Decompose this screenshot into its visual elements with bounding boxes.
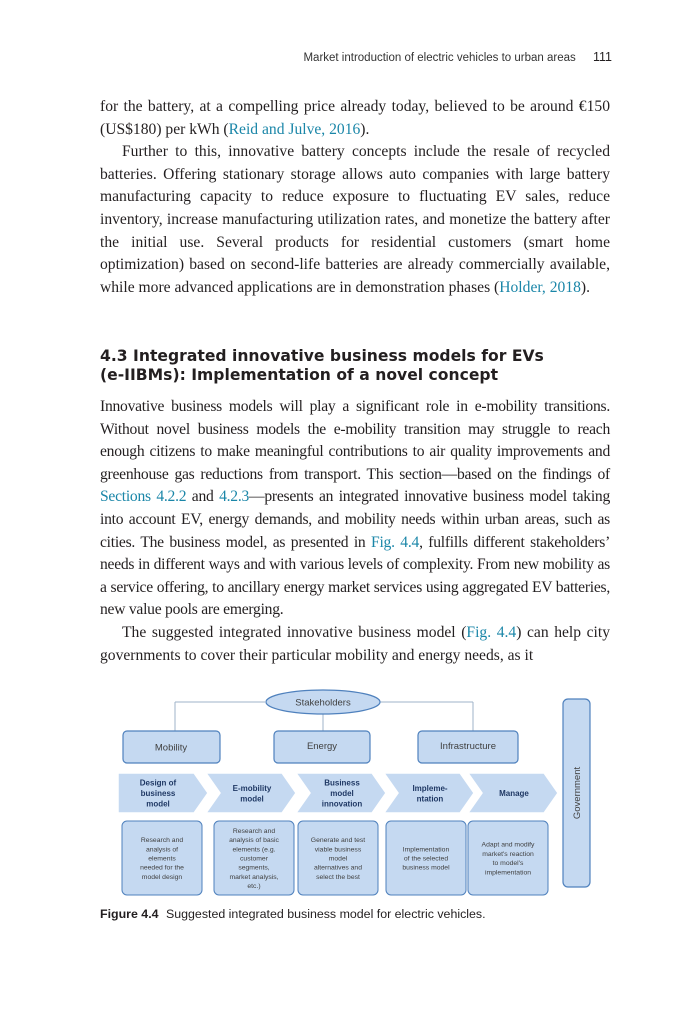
phase-label-line: model xyxy=(330,789,354,798)
phase-implementation xyxy=(384,773,474,813)
business-model-figure xyxy=(0,675,682,905)
phase-label-line: innovation xyxy=(321,799,363,809)
page-number: 111 xyxy=(592,50,612,64)
phase-e-mobility-model xyxy=(206,773,296,813)
category-infrastructure xyxy=(418,731,518,763)
paragraph xyxy=(100,96,610,141)
category-label: Mobility xyxy=(154,742,188,754)
paragraph-text: Innovative business models will play a significant role in e-mobility transitions. Without novel business models the e-mobility transition may struggle to reach enough citizens to make meaningful contributions to air quality improvements and greenhouse gas reductions from transport. This section—based on the findings of xyxy=(100,398,610,483)
description-line: Research and xyxy=(232,827,276,835)
description-line: model design xyxy=(141,873,183,881)
description-line: customer xyxy=(240,855,268,863)
description-line: etc.) xyxy=(247,883,261,891)
section-heading-line: 4.3 Integrated innovative business models for EVs xyxy=(100,347,544,365)
paragraph-text: and xyxy=(186,488,220,506)
paragraph xyxy=(100,622,610,667)
description-line: of the selected xyxy=(403,855,449,863)
description-line: Implementation xyxy=(402,846,450,854)
category-energy xyxy=(274,731,370,763)
government-bar xyxy=(563,699,590,887)
section-link[interactable]: 4.2.3 xyxy=(219,488,250,506)
description-line: alternatives and xyxy=(314,864,362,872)
phase-chevron xyxy=(384,773,474,813)
paragraph xyxy=(100,396,610,622)
description-manage xyxy=(468,821,548,895)
paragraph-text: The suggested integrated innovative business model ( xyxy=(122,623,467,641)
description-business-model-innovation xyxy=(298,821,378,895)
description-line: market's reaction xyxy=(482,850,534,858)
phase-manage xyxy=(468,773,558,813)
description-line: business model xyxy=(402,864,450,872)
government-label: Government xyxy=(572,766,583,820)
paragraph-text: ). xyxy=(580,278,591,296)
description-e-mobility-model xyxy=(214,821,294,895)
description-boxes xyxy=(122,821,548,895)
phase-business-model-innovation xyxy=(296,773,386,813)
phase-label-line: ntation xyxy=(416,794,444,804)
description-line: segments, xyxy=(238,864,270,872)
paragraph-text: Further to this, innovative battery concepts include the resale of recycled batteries. Offering stationary storage allows auto companies with large battery manufacturing capacity to reduce exposure to fluctuating EV sales, reduce inventory, increase manufacturing utilization rates, and monetize the battery after the initial use. Several products for residential customers (smart home optimization) based on second-life batteries are already commercially available, while more advanced applications are in demonstration phases ( xyxy=(100,143,610,296)
paragraph-text: , fulfills different stakeholders’ needs in different ways and with various levels of complexity. From new mobility as a service offering, to ancillary energy market services using aggregated EV batteries, new value pools are emerging. xyxy=(100,533,611,619)
description-line: elements xyxy=(148,855,176,863)
description-line: Generate and test xyxy=(310,837,366,845)
paragraph-text: —presents an integrated innovative business model taking into account EV, energy demands, and mobility needs within urban areas, such as cities. The business model, as presented in xyxy=(100,488,610,551)
stakeholders-label: Stakeholders xyxy=(295,697,351,709)
phase-label-line: model xyxy=(240,794,264,804)
paragraph-text: for the battery, at a compelling price already today, believed to be around €150 (US$180) per kWh ( xyxy=(100,98,610,138)
phase-design-business-model xyxy=(118,773,208,813)
description-line: model xyxy=(328,855,348,863)
phase-label-line: E-mobility xyxy=(232,783,272,793)
section-link[interactable]: Sections 4.2.2 xyxy=(100,488,187,506)
description-box xyxy=(468,821,548,895)
description-line: Research and xyxy=(140,837,184,845)
phase-label-line: Design of xyxy=(139,778,177,788)
figure-link[interactable]: Fig. 4.4 xyxy=(371,533,420,551)
phase-chevron xyxy=(206,773,296,813)
figure-caption xyxy=(100,907,486,921)
paragraph-text: ). xyxy=(360,120,370,138)
figure-link[interactable]: Fig. 4.4 xyxy=(466,623,517,641)
description-line: viable business xyxy=(314,846,362,854)
body-text-section xyxy=(100,396,610,667)
category-label: Energy xyxy=(306,741,338,752)
phase-label-line: business xyxy=(140,789,176,798)
description-implementation xyxy=(386,821,466,895)
description-line: select the best xyxy=(316,873,360,881)
running-title: Market introduction of electric vehicles to urban areas xyxy=(303,52,576,64)
description-line: to model's xyxy=(492,860,524,868)
phase-label-line: Business xyxy=(324,778,360,788)
stakeholders-node xyxy=(266,690,380,714)
phase-label-line: Impleme- xyxy=(412,783,448,793)
category-label: Infrastructure xyxy=(440,741,496,752)
description-line: analysis of basic xyxy=(229,837,279,845)
paragraph-text: ) can help city governments to cover their particular mobility and energy needs, as it xyxy=(100,623,611,664)
caption-label: Figure 4.4 xyxy=(100,907,159,921)
section-heading-line: (e-IIBMs): Implementation of a novel concept xyxy=(100,366,499,384)
description-line: analysis of xyxy=(145,846,179,854)
description-line: Adapt and modify xyxy=(481,841,535,849)
body-text-top xyxy=(100,96,610,299)
running-header xyxy=(303,50,612,64)
phase-label-line: Manage xyxy=(499,789,529,798)
description-design-business-model xyxy=(122,821,202,895)
description-line: elements (e.g. xyxy=(232,846,276,854)
section-heading xyxy=(100,347,610,385)
caption-text: Suggested integrated business model for electric vehicles. xyxy=(165,907,486,921)
phase-arrows xyxy=(118,773,558,813)
description-line: market analysis, xyxy=(229,873,279,881)
category-mobility xyxy=(123,731,220,763)
citation-link[interactable]: Reid and Julve, 2016 xyxy=(228,120,361,138)
paragraph xyxy=(100,141,610,299)
phase-label-line: model xyxy=(146,799,170,809)
description-line: needed for the xyxy=(140,864,184,872)
citation-link[interactable]: Holder, 2018 xyxy=(499,278,581,296)
description-line: implementation xyxy=(484,869,532,877)
